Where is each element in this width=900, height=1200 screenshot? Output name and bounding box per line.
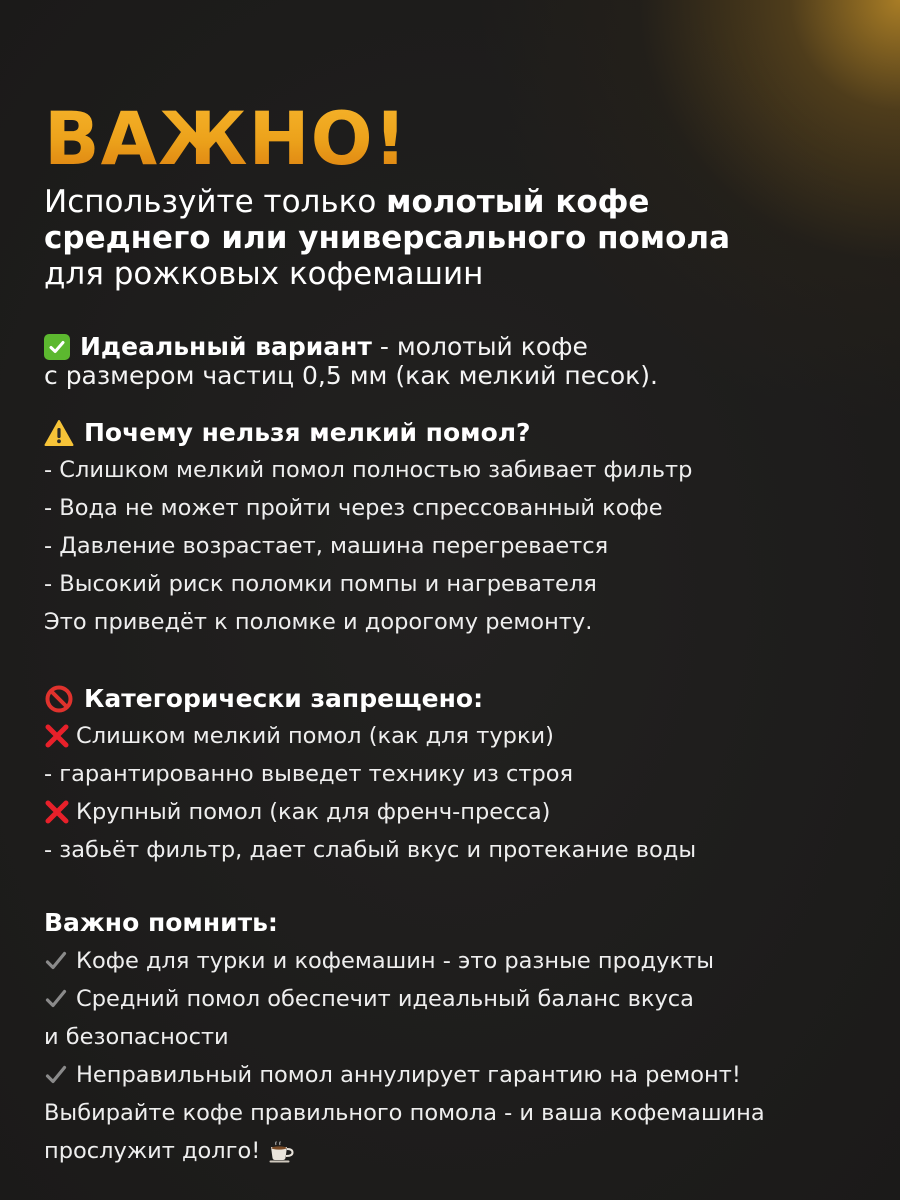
ideal-line-2: с размером частиц 0,5 мм (как мелкий песок). bbox=[44, 361, 658, 390]
forbidden-item-text: Крупный помол (как для френч-пресса) bbox=[76, 799, 551, 825]
remember-item bbox=[44, 1056, 874, 1094]
forbidden-section bbox=[44, 683, 874, 869]
intro-pre: Используйте только bbox=[44, 184, 387, 220]
intro-line-3: для рожковых кофемашин bbox=[44, 256, 484, 292]
coffee-cup-icon bbox=[268, 1139, 296, 1163]
remember-item bbox=[44, 980, 874, 1018]
closing-line-2 bbox=[44, 1132, 874, 1170]
why-item: - Давление возрастает, машина перегревается bbox=[44, 533, 609, 559]
ideal-line-1 bbox=[44, 332, 874, 361]
remember-item bbox=[44, 942, 874, 980]
why-item: - Слишком мелкий помол полностью забивает фильтр bbox=[44, 457, 693, 483]
forbidden-heading bbox=[44, 683, 874, 715]
forbidden-item: - гарантированно выведет технику из строя bbox=[44, 761, 574, 787]
forbidden-item: - забьёт фильтр, дает слабый вкус и протекание воды bbox=[44, 837, 697, 863]
why-heading-text: Почему нельзя мелкий помол? bbox=[84, 418, 531, 447]
intro bbox=[44, 184, 874, 292]
check-mark-icon bbox=[44, 988, 68, 1010]
remember-item-text: Кофе для турки и кофемашин - это разные продукты bbox=[76, 948, 714, 974]
closing-line-2-text: прослужит долго! bbox=[44, 1138, 261, 1164]
forbidden-heading-text: Категорически запрещено: bbox=[84, 684, 484, 713]
closing-line-1: Выбирайте кофе правильного помола - и ваша кофемашина bbox=[44, 1100, 765, 1126]
intro-bold-1: молотый кофе bbox=[386, 184, 650, 220]
why-heading bbox=[44, 417, 874, 449]
why-item: - Вода не может пройти через спрессованный кофе bbox=[44, 495, 663, 521]
cross-mark-icon bbox=[44, 799, 70, 825]
why-section bbox=[44, 417, 874, 641]
cross-mark-icon bbox=[44, 723, 70, 749]
why-conclusion: Это приведёт к поломке и дорогому ремонту. bbox=[44, 609, 593, 635]
check-mark-icon bbox=[44, 950, 68, 972]
check-mark-button-icon bbox=[44, 334, 70, 360]
forbidden-item bbox=[44, 717, 874, 755]
ideal-rest: - молотый кофе bbox=[371, 332, 588, 361]
remember-item-text: Средний помол обеспечит идеальный баланс вкуса bbox=[76, 986, 694, 1012]
intro-bold-2: среднего или универсального помола bbox=[44, 220, 731, 256]
remember-item-text: Неправильный помол аннулирует гарантию на ремонт! bbox=[76, 1062, 741, 1088]
ideal-variant bbox=[44, 332, 874, 390]
why-item: - Высокий риск поломки помпы и нагревателя bbox=[44, 571, 597, 597]
ideal-lead: Идеальный вариант bbox=[80, 332, 372, 361]
intro-line-2 bbox=[44, 220, 874, 256]
poster bbox=[44, 96, 874, 1170]
remember-item-continued: и безопасности bbox=[44, 1024, 229, 1050]
prohibited-icon bbox=[44, 684, 74, 714]
remember-section bbox=[44, 907, 874, 1170]
warning-icon bbox=[44, 419, 74, 447]
intro-line-1 bbox=[44, 184, 874, 220]
remember-heading: Важно помнить: bbox=[44, 908, 278, 937]
page-title: ВАЖНО! bbox=[44, 96, 874, 184]
forbidden-item-text: Слишком мелкий помол (как для турки) bbox=[76, 723, 554, 749]
check-mark-icon bbox=[44, 1064, 68, 1086]
forbidden-item bbox=[44, 793, 874, 831]
